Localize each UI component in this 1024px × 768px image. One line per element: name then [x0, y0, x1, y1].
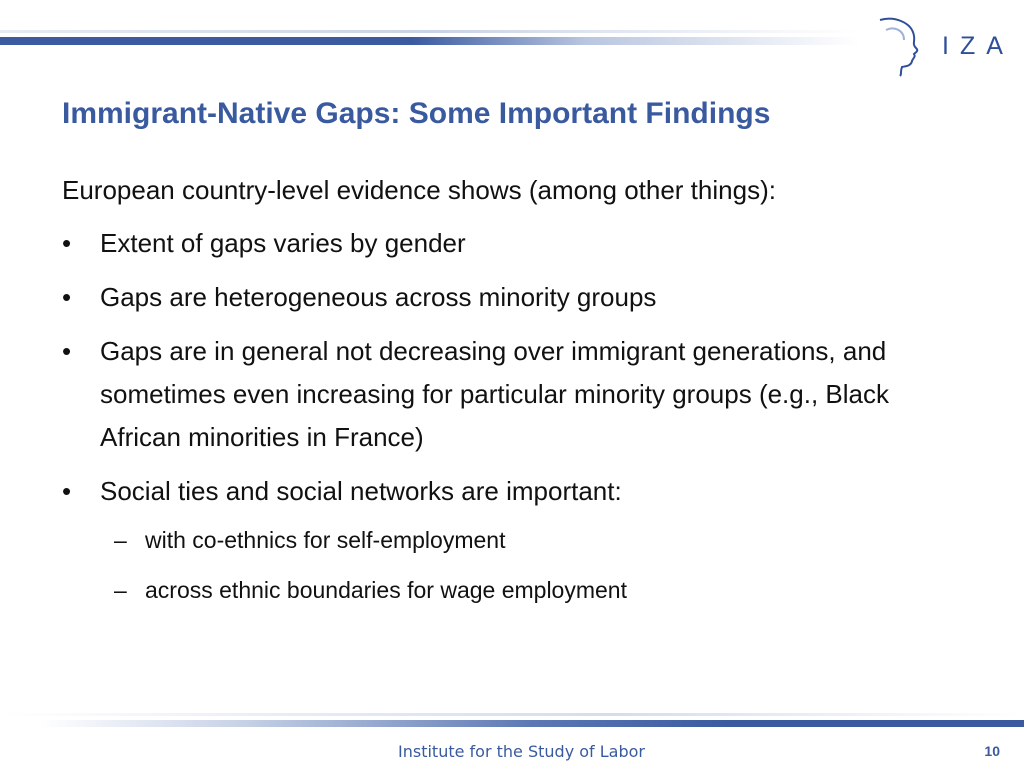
slide-content: [62, 168, 962, 624]
bullet-text: Gaps are heterogeneous across minority groups: [100, 282, 657, 312]
sub-bullet-item: [62, 524, 962, 556]
bullet-text: Extent of gaps varies by gender: [100, 228, 466, 258]
bullet-item: [62, 276, 962, 319]
bullet-marker: •: [62, 476, 72, 506]
dash-marker: –: [114, 577, 127, 603]
intro-text: European country-level evidence shows (among other things):: [62, 175, 776, 205]
footer-institute: Institute for the Study of Labor: [398, 742, 645, 761]
slide-title: Immigrant-Native Gaps: Some Important Findings: [62, 97, 771, 130]
sub-bullet-text: with co-ethnics for self-employment: [145, 527, 506, 553]
dash-marker: –: [114, 527, 127, 553]
bullet-marker: •: [62, 228, 72, 258]
top-decorative-band-thin: [0, 30, 860, 33]
page-number: 10: [984, 743, 1000, 759]
bullet-marker: •: [62, 336, 72, 366]
bullet-text: Social ties and social networks are important:: [100, 476, 622, 506]
bullet-item: [62, 222, 962, 265]
bottom-decorative-band-thin: [0, 713, 1024, 716]
top-decorative-band: [0, 37, 860, 45]
sub-bullet-item: [62, 574, 962, 606]
head-profile-icon: [872, 14, 932, 78]
sub-bullet-text: across ethnic boundaries for wage employment: [145, 577, 627, 603]
logo-text: IZA: [942, 32, 1014, 60]
bottom-decorative-band: [40, 720, 1024, 727]
bullet-text: Gaps are in general not decreasing over immigrant generations, and sometimes even increasing for particular minority groups (e.g., Black African minorities in France): [100, 336, 889, 452]
iza-logo: [872, 14, 1012, 78]
bullet-item: [62, 330, 962, 459]
bullet-item: [62, 470, 962, 513]
bullet-marker: •: [62, 282, 72, 312]
